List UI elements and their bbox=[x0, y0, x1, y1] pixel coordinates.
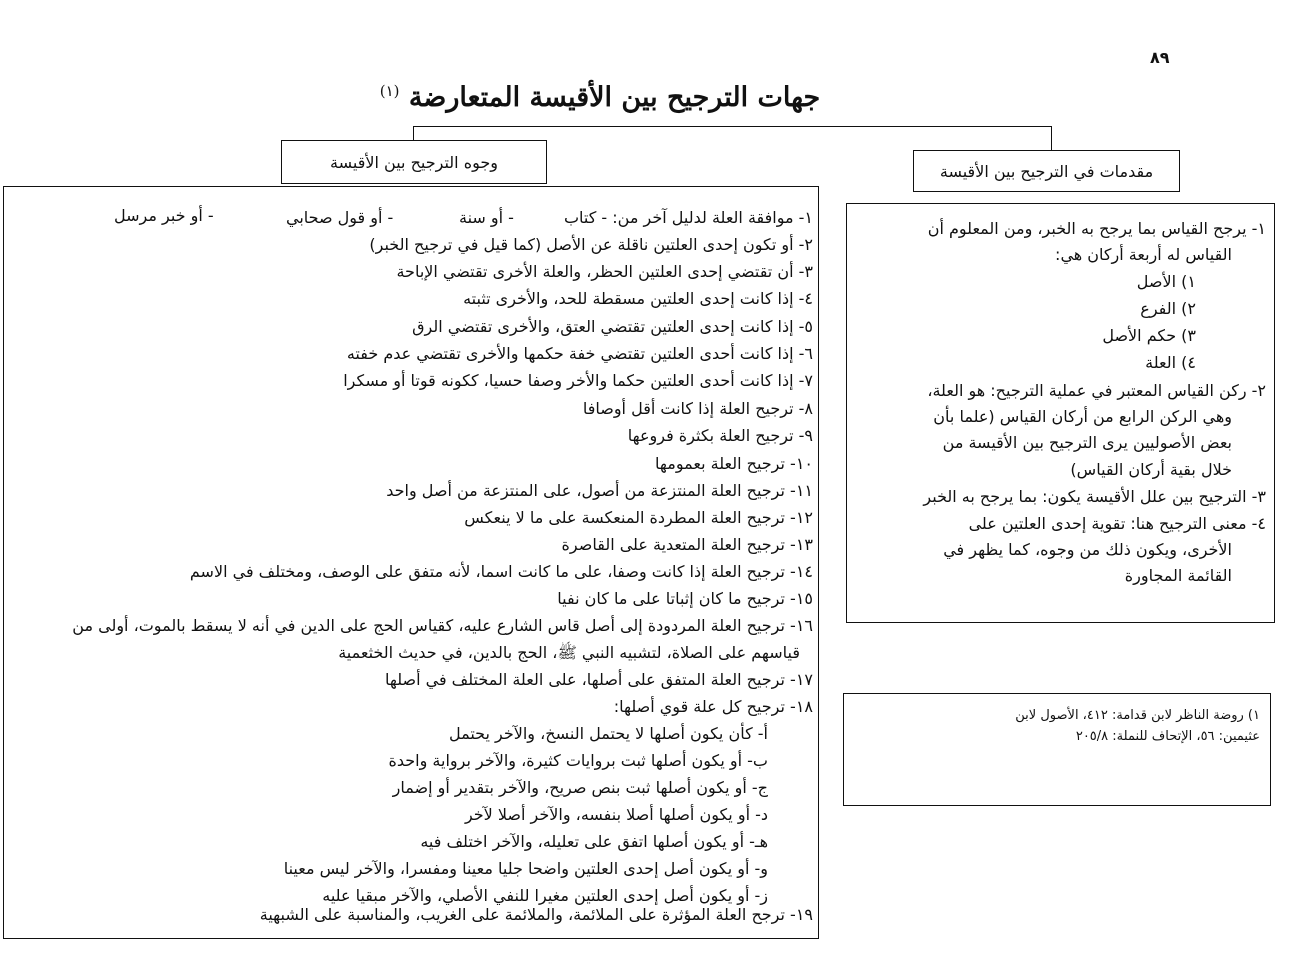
list-item-continuation: قياسهم على الصلاة، لتشبيه النبي ﷺ، الحج بالدين، في حديث الخثعمية bbox=[338, 643, 800, 662]
list-item: ٩- ترجيح العلة بكثرة فروعها bbox=[627, 426, 813, 445]
introductions-box bbox=[846, 203, 1275, 623]
intro-item: ١- يرجح القياس بما يرجح به الخبر، ومن المعلوم أن bbox=[927, 219, 1266, 238]
list-item: ٥- إذا كانت إحدى العلتين تقتضي العتق، والأخرى تقتضي الرق bbox=[412, 317, 813, 336]
introductions-header bbox=[913, 150, 1180, 192]
weighing-aspects-header-label: وجوه الترجيح بين الأقيسة bbox=[330, 152, 498, 172]
pillar-list-item: ٣) حكم الأصل bbox=[1102, 326, 1196, 345]
intro-item-continuation: القياس له أربعة أركان هي: bbox=[1055, 245, 1232, 264]
list-item-option: - أو سنة bbox=[459, 208, 514, 227]
intro-item-continuation: وهي الركن الرابع من أركان القياس (علما بأن bbox=[933, 407, 1232, 426]
intro-item-continuation: الأخرى، ويكون ذلك من وجوه، كما يظهر في bbox=[943, 540, 1232, 559]
sub-item: ز- أو يكون أصل إحدى العلتين مغيرا للنفي الأصلي، والآخر مبقيا عليه bbox=[322, 886, 768, 905]
list-item: ٧- إذا كانت أحدى العلتين حكما والأخر وصفا حسيا، ككونه قوتا أو مسكرا bbox=[343, 371, 813, 390]
sub-item: و- أو يكون أصل إحدى العلتين واضحا جليا معينا ومفسرا، والآخر ليس معينا bbox=[283, 859, 768, 878]
list-item: ١٦- ترجيح العلة المردودة إلى أصل قاس الشارع عليه، كقياس الحج على الدين في أنه لا يسقط بالموت، أولى من bbox=[72, 616, 813, 635]
list-item: ٨- ترجيح العلة إذا كانت أقل أوصافا bbox=[582, 399, 813, 418]
list-item: ١٥- ترجيح ما كان إثباتا على ما كان نفيا bbox=[557, 589, 813, 608]
list-item: ٢- أو تكون إحدى العلتين ناقلة عن الأصل (كما قيل في ترجيح الخبر) bbox=[369, 235, 813, 254]
page-number: ٨٩ bbox=[1150, 48, 1170, 67]
sub-item: ب- أو يكون أصلها ثبت بروايات كثيرة، والآخر برواية واحدة bbox=[388, 751, 768, 770]
sub-item: ج- أو يكون أصلها ثبت بنص صريح، والآخر بتقدير أو إضمار bbox=[392, 778, 768, 797]
weighing-aspects-header bbox=[281, 140, 547, 184]
list-item: ١٢- ترجيح العلة المطردة المنعكسة على ما لا ينعكس bbox=[464, 508, 813, 527]
list-item: ٤- إذا كانت إحدى العلتين مسقطة للحد، والأخرى تثبته bbox=[463, 289, 813, 308]
intro-item-continuation: بعض الأصوليين يرى الترجيح بين الأقيسة من bbox=[942, 433, 1232, 452]
list-item-option: - أو خبر مرسل bbox=[114, 206, 214, 225]
introductions-header-label: مقدمات في الترجيح بين الأقيسة bbox=[939, 161, 1154, 181]
tree-connector-horizontal bbox=[413, 126, 1051, 127]
pillar-list-item: ٤) العلة bbox=[1145, 353, 1196, 372]
sub-item: أ- كأن يكون أصلها لا يحتمل النسخ، والآخر يحتمل bbox=[448, 724, 768, 743]
list-item: ١١- ترجيح العلة المنتزعة من أصول، على المنتزعة من أصل واحد bbox=[386, 481, 813, 500]
list-item: ٦- إذا كانت أحدى العلتين تقتضي خفة حكمها والأخرى تقتضي عدم خفته bbox=[346, 344, 813, 363]
sub-item: د- أو يكون أصلها أصلا بنفسه، والآخر أصلا لآخر bbox=[464, 805, 768, 824]
sub-item: هـ- أو يكون أصلها اتفق على تعليله، والآخر اختلف فيه bbox=[420, 832, 768, 851]
pillar-list-item: ٢) الفرع bbox=[1140, 299, 1196, 318]
list-item: ١٩- ترجح العلة المؤثرة على الملائمة، والملائمة على الغريب، والمناسبة على الشبهية bbox=[259, 905, 813, 924]
list-item: ١٧- ترجيح العلة المتفق على أصلها، على العلة المختلف في أصلها bbox=[384, 670, 813, 689]
intro-item: ٢- ركن القياس المعتبر في عملية الترجيح: هو العلة، bbox=[927, 381, 1266, 400]
intro-item-continuation: القائمة المجاورة bbox=[1124, 566, 1232, 585]
intro-item-continuation: خلال بقية أركان القياس) bbox=[1070, 460, 1232, 479]
intro-item: ٤- معنى الترجيح هنا: تقوية إحدى العلتين على bbox=[968, 514, 1266, 533]
footnote-box bbox=[843, 693, 1271, 806]
pillar-list-item: ١) الأصل bbox=[1136, 272, 1196, 291]
list-item: ٣- أن تقتضي إحدى العلتين الحظر، والعلة الأخرى تقتضي الإباحة bbox=[396, 262, 813, 281]
list-item: ١٣- ترجيح العلة المتعدية على القاصرة bbox=[561, 535, 813, 554]
tree-connector-left bbox=[413, 126, 414, 140]
page-title bbox=[360, 82, 840, 113]
footnote-line: ١) روضة الناظر لابن قدامة: ٤١٢، الأصول لابن bbox=[1015, 708, 1260, 723]
page-title-text: جهات الترجيح بين الأقيسة المتعارضة bbox=[408, 82, 821, 113]
weighing-aspects-box bbox=[3, 186, 819, 939]
list-item: ١٤- ترجيح العلة إذا كانت وصفا، على ما كانت اسما، لأنه متفق على الوصف، ومختلف في الاسم bbox=[189, 562, 813, 581]
title-footnote-marker: (١) bbox=[379, 82, 400, 100]
list-item: ١- موافقة العلة لدليل آخر من: - كتاب bbox=[563, 208, 813, 227]
intro-item: ٣- الترجيح بين علل الأقيسة يكون: بما يرجح به الخبر bbox=[923, 487, 1266, 506]
tree-connector-right bbox=[1051, 126, 1052, 150]
footnote-line: عثيمين: ٥٦، الإتحاف للنملة: ٢٠٥/٨ bbox=[1075, 729, 1260, 744]
list-item: ١٨- ترجيح كل علة قوي أصلها: bbox=[613, 697, 813, 716]
list-item-option: - أو قول صحابي bbox=[286, 208, 394, 227]
list-item: ١٠- ترجيح العلة بعمومها bbox=[655, 454, 813, 473]
